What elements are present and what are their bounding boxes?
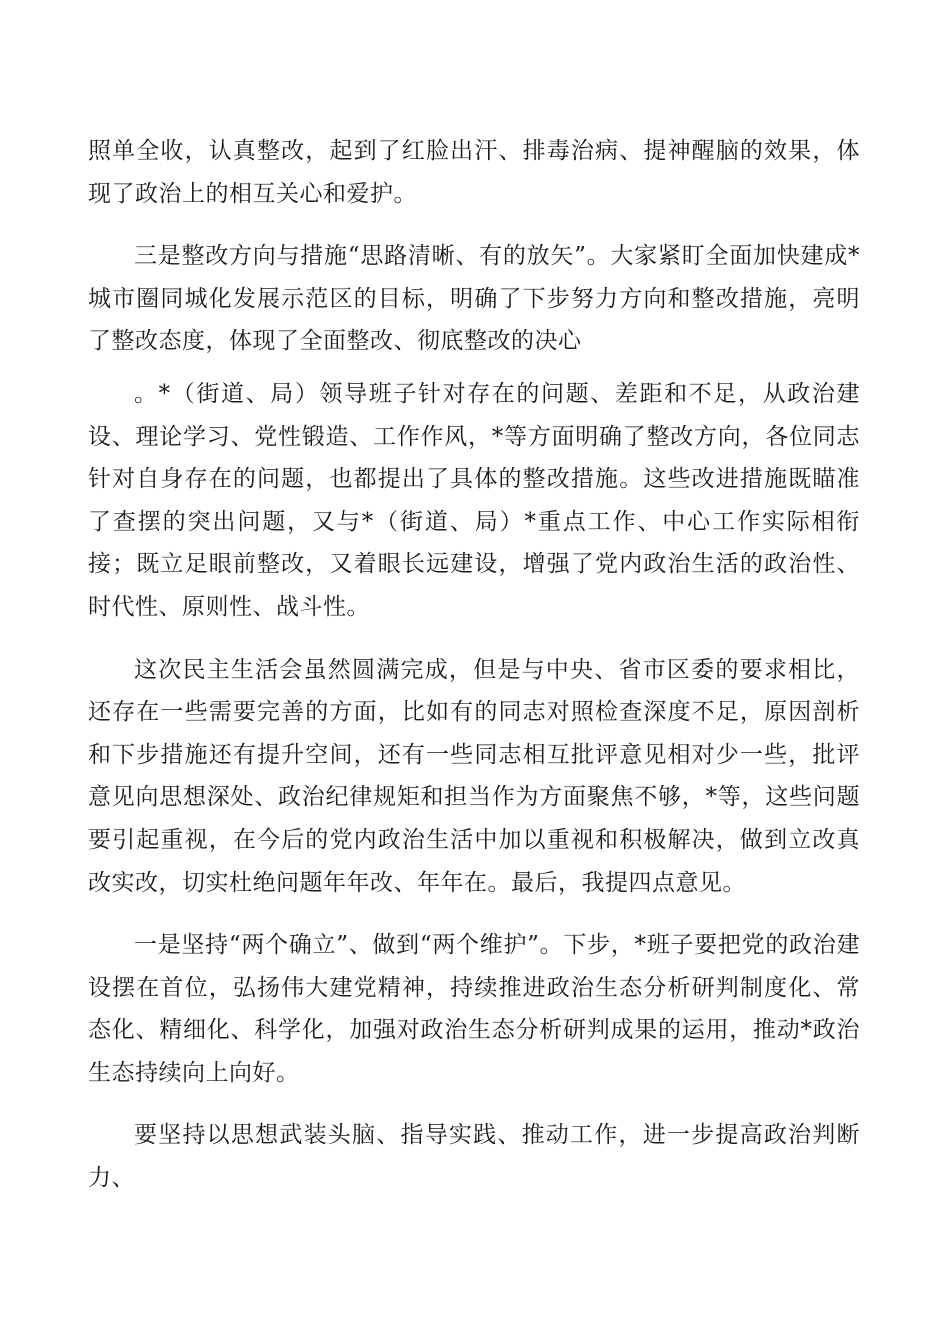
- document-body: [88, 130, 860, 1220]
- paragraph-3: 。*（街道、局）领导班子针对存在的问题、差距和不足，从政治建设、理论学习、党性锻造、工作作风，*等方面明确了整改方向，各位同志针对自身存在的问题，也都提出了具体的整改措施。这些改进措施既瞄准了查摆的突出问题，又与*（街道、局）*重点工作、中心工作实际相衔接；既立足眼前整改，又着眼长远建设，增强了党内政治生活的政治性、时代性、原则性、战斗性。: [88, 380, 860, 620]
- paragraph-2: 三是整改方向与措施“思路清晰、有的放矢”。大家紧盯全面加快建成*城市圈同城化发展示范区的目标，明确了下步努力方向和整改措施，亮明了整改态度，体现了全面整改、彻底整改的决心: [88, 243, 860, 355]
- paragraph-4: 这次民主生活会虽然圆满完成，但是与中央、省市区委的要求相比，还存在一些需要完善的方面，比如有的同志对照检查深度不足，原因剖析和下步措施还有提升空间，还有一些同志相互批评意见相对少一些，批评意见向思想深处、政治纪律规矩和担当作为方面聚焦不够，*等，这些问题要引起重视，在今后的党内政治生活中加以重视和积极解决，做到立改真改实改，切实杜绝问题年年改、年年在。最后，我提四点意见。: [88, 656, 860, 896]
- paragraph-5: 一是坚持“两个确立”、做到“两个维护”。下步，*班子要把党的政治建设摆在首位，弘扬伟大建党精神，持续推进政治生态分析研判制度化、常态化、精细化、科学化，加强对政治生态分析研判成果的运用，推动*政治生态持续向上向好。: [88, 932, 860, 1086]
- paragraph-1: 照单全收，认真整改，起到了红脸出汗、排毒治病、提神醒脑的效果，体现了政治上的相互关心和爱护。: [88, 138, 860, 207]
- paragraph-6: 要坚持以思想武装头脑、指导实践、推动工作，进一步提高政治判断力、: [88, 1122, 860, 1192]
